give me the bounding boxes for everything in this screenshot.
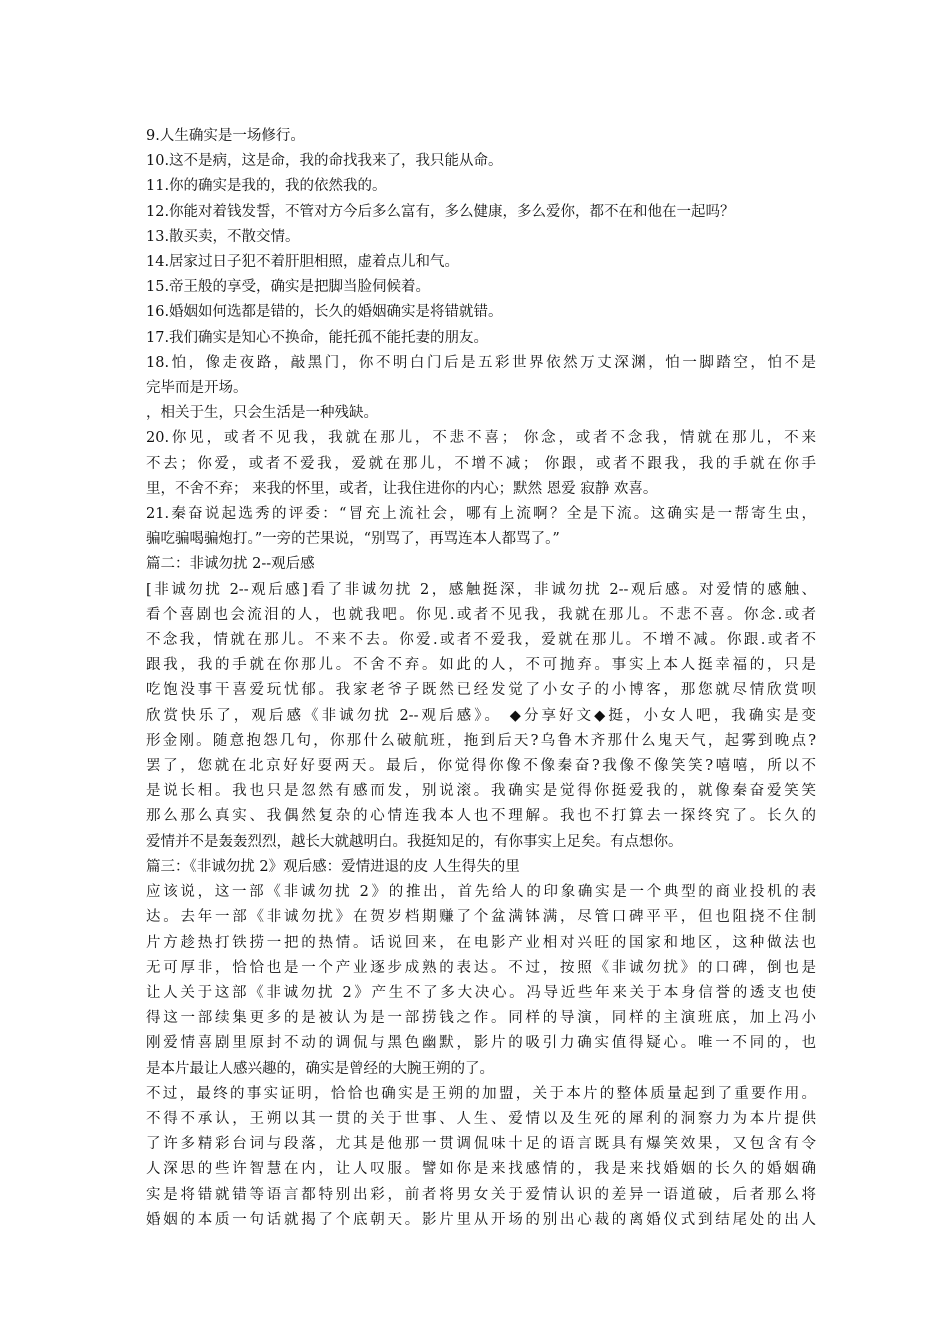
document-page	[146, 124, 816, 1233]
text-line-44: 婚姻的本质一句话就揭了个底朝天。影片里从开场的别出心裁的离婚仪式到结尾处的出人	[146, 1211, 816, 1228]
text-line-12: ，相关于生，只会生活是一种残缺。	[146, 405, 378, 422]
text-line-1: 9.人生确实是一场修行。	[146, 128, 305, 144]
section-heading-2: 篇二：非诚勿扰 2--观后感	[146, 556, 315, 573]
text-line-21: 不念我，情就在那儿。不来不去。你爱.或者不爱我，爱就在那儿。不增不减。你跟.或者不	[146, 632, 816, 649]
text-line-22: 跟我，我的手就在你那儿。不舍不弃。如此的人，不可抛弃。事实上本人挺幸福的，只是	[146, 657, 816, 674]
text-line-20: 看个喜剧也会流泪的人，也就我吧。你见.或者不见我，我就在那儿。不悲不喜。你念.或者	[146, 606, 816, 623]
text-line-10: 18.怕，像走夜路，敲黑门，你不明白门后是五彩世界依然万丈深渊，怕一脚踏空，怕不是	[146, 354, 816, 371]
text-line-4: 12.你能对着钱发誓，不管对方今后多么富有，多么健康，多么爱你，都不在和他在一起吗？	[146, 203, 735, 220]
text-line-6: 14.居家过日子犯不着肝胆相照，虚着点儿和气。	[146, 254, 460, 271]
text-line-28: 那么那么真实、我偶然复杂的心情连我本人也不理解。我也不打算去一探终究了。长久的	[146, 808, 816, 825]
text-line-23: 吃饱没事干喜爱玩忧郁。我家老爷子既然已经发觉了小女子的小博客，那您就尽情欣赏呗	[146, 682, 816, 699]
text-line-24: 欣赏快乐了，观后感《非诚勿扰 2--观后感》。 ◆分享好文◆挺，小女人吧，我确实是变	[146, 707, 816, 724]
text-line-33: 片方趁热打铁捞一把的热情。话说回来，在电影产业相对兴旺的国家和地区，这种做法也	[146, 934, 816, 951]
text-line-11: 完毕而是开场。	[146, 380, 248, 397]
text-line-36: 得这一部续集更多的是被认为是一部捞钱之作。同样的导演，同样的主演班底，加上冯小	[146, 1010, 816, 1027]
text-line-8: 16.婚姻如何选都是错的，长久的婚姻确实是将错就错。	[146, 304, 503, 321]
text-line-15: 里，不舍不弃； 来我的怀里，或者，让我住进你的内心；默然 恩爱 寂静 欢喜。	[146, 480, 658, 497]
text-line-7: 15.帝王般的享受，确实是把脚当脸伺候着。	[146, 279, 431, 296]
text-line-29: 爱情并不是轰轰烈烈，越长大就越明白。我挺知足的，有你事实上足矣。有点想你。	[146, 833, 683, 850]
text-line-39: 不过，最终的事实证明，恰恰也确实是王朔的加盟，关于本片的整体质量起到了重要作用。	[146, 1085, 816, 1102]
text-line-42: 人深思的些许智慧在内，让人叹服。譬如你是来找感情的，我是来找婚姻的长久的婚姻确	[146, 1161, 816, 1178]
text-line-14: 不去；你爱，或者不爱我，爱就在那儿，不增不减； 你跟，或者不跟我，我的手就在你手	[146, 455, 816, 472]
text-line-40: 不得不承认，王朔以其一贯的关于世事、人生、爱情以及生死的犀利的洞察力为本片提供	[146, 1110, 816, 1127]
text-line-3: 11.你的确实是我的，我的依然我的。	[146, 178, 387, 195]
text-line-43: 实是将错就错等语言都特别出彩，前者将男女关于爱情认识的差异一语道破，后者那么将	[146, 1186, 816, 1203]
text-line-32: 达。去年一部《非诚勿扰》在贺岁档期赚了个盆满钵满，尽管口碑平平，但也阻挠不住制	[146, 909, 816, 926]
text-line-5: 13.散买卖，不散交情。	[146, 228, 300, 245]
text-line-9: 17.我们确实是知心不换命，能托孤不能托妻的朋友。	[146, 329, 489, 346]
text-line-34: 无可厚非，恰恰也是一个产业逐步成熟的表达。不过，按照《非诚勿扰》的口碑，倒也是	[146, 959, 816, 976]
section-heading-3: 篇三：《非诚勿扰 2》观后感：爱情进退的皮 人生得失的里	[146, 858, 520, 875]
text-line-13: 20.你见，或者不见我，我就在那儿，不悲不喜； 你念，或者不念我，情就在那儿，不来	[146, 430, 816, 447]
text-line-2: 10.这不是病，这是命，我的命找我来了，我只能从命。	[146, 153, 503, 170]
text-line-31: 应该说，这一部《非诚勿扰 2》的推出，首先给人的印象确实是一个典型的商业投机的表	[146, 884, 816, 901]
text-line-38: 是本片最让人感兴趣的，确实是曾经的大腕王朔的了。	[146, 1060, 494, 1077]
text-line-27: 是说长相。我也只是忽然有感而发，别说滚。我确实是觉得你挺爱我的，就像秦奋爱笑笑	[146, 783, 816, 800]
text-line-19: [非诚勿扰 2--观后感]看了非诚勿扰 2，感触挺深，非诚勿扰 2--观后感。对爱情的感触、	[146, 581, 816, 598]
text-line-35: 让人关于这部《非诚勿扰 2》产生不了多大决心。冯导近些年来关于本身信誉的透支也使	[146, 984, 816, 1001]
text-line-26: 罢了，您就在北京好好耍两天。最后，你觉得你像不像秦奋?我像不像笑笑?嘻嘻，所以不	[146, 758, 816, 775]
text-line-16: 21.秦奋说起选秀的评委：“冒充上流社会，哪有上流啊？全是下流。这确实是一帮寄生虫，	[146, 506, 816, 523]
text-line-17: 骗吃骗喝骗炮打。”一旁的芒果说，“别骂了，再骂连本人都骂了。”	[146, 531, 560, 548]
text-line-25: 形金刚。随意抱怨几句，你那什么破航班，拖到后天?乌鲁木齐那什么鬼天气，起雾到晚点?	[146, 732, 816, 749]
text-line-41: 了许多精彩台词与段落，尤其是他那一贯调侃味十足的语言既具有爆笑效果，又包含有令	[146, 1136, 816, 1153]
text-line-37: 刚爱情喜剧里原封不动的调侃与黑色幽默，影片的吸引力确实值得疑心。唯一不同的，也	[146, 1035, 816, 1052]
